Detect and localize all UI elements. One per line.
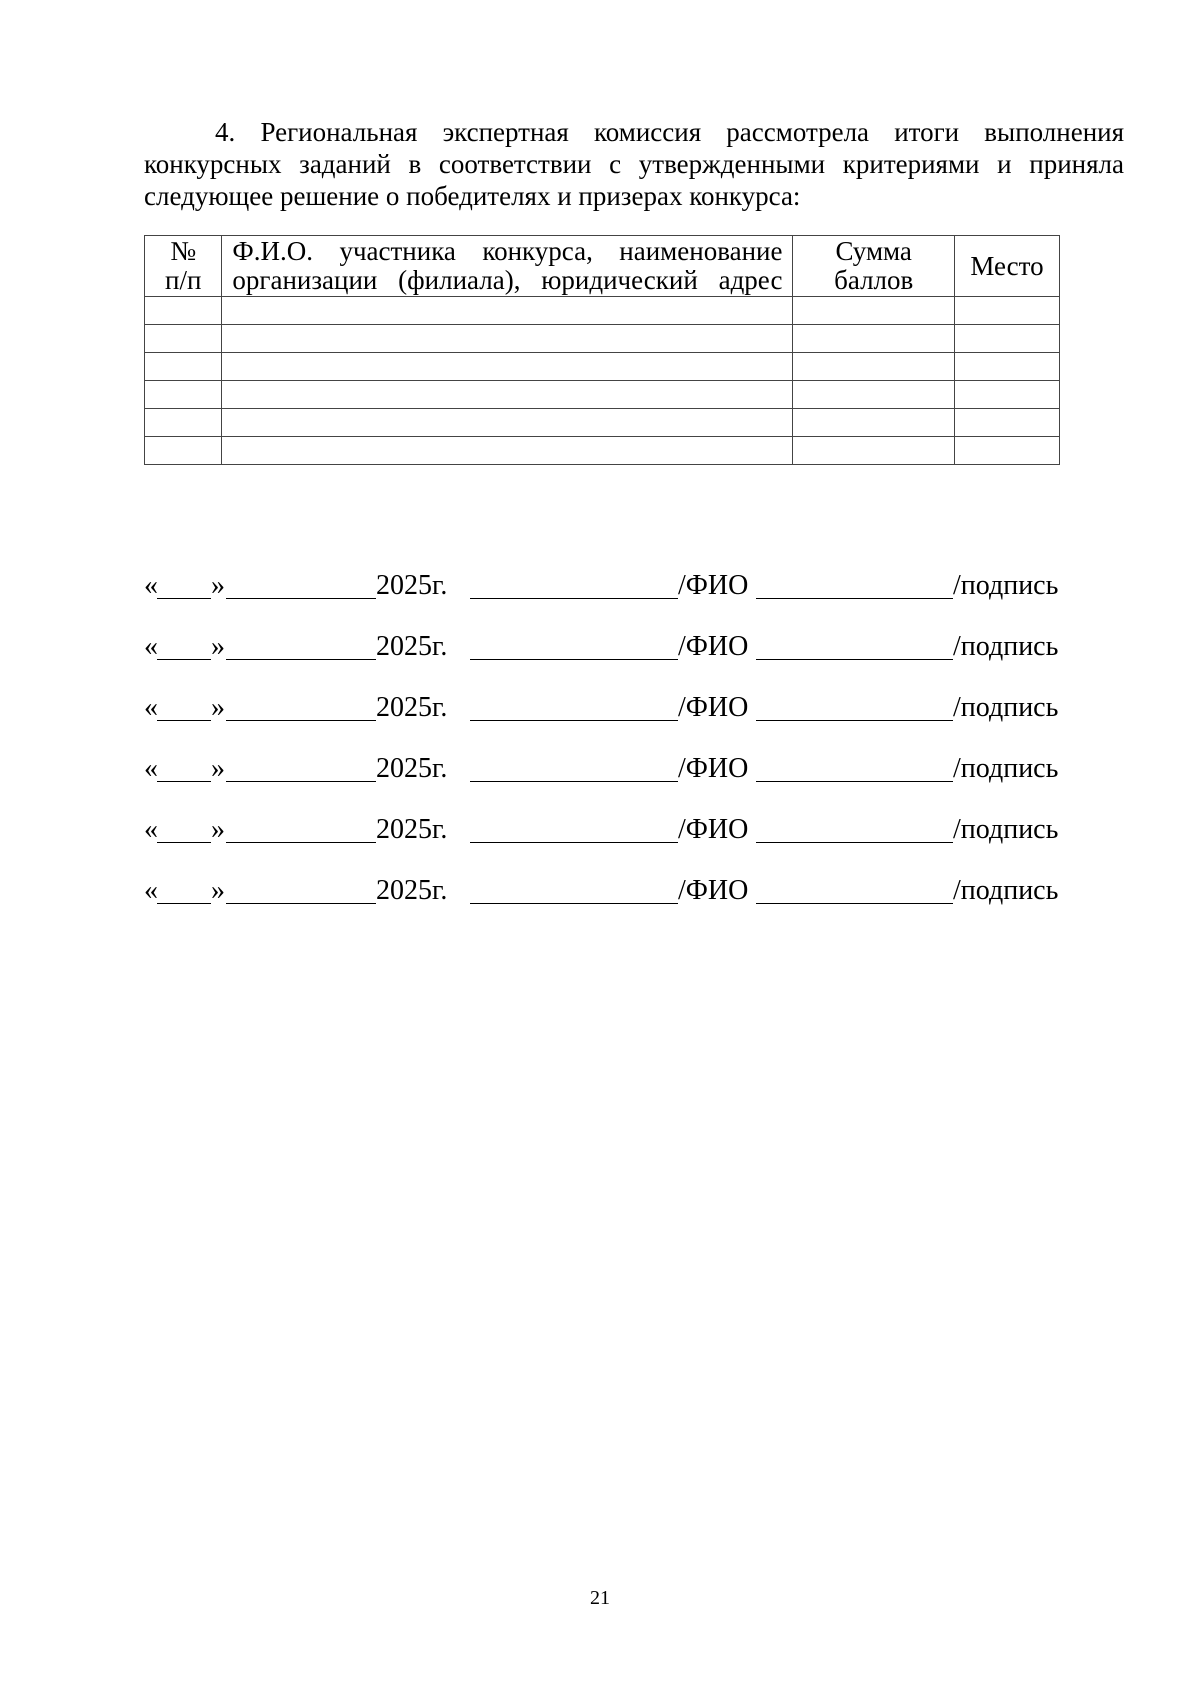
open-quote: «	[144, 875, 158, 906]
day-blank[interactable]	[157, 810, 211, 843]
signature-label: /подпись	[953, 692, 1059, 723]
year-label: 2025г.	[376, 631, 448, 662]
signature-line	[144, 688, 1060, 728]
cell-score[interactable]	[793, 353, 954, 381]
fio-blank[interactable]	[756, 627, 953, 660]
paragraph-number: 4.	[215, 117, 236, 147]
cell-score[interactable]	[793, 437, 954, 465]
header-number-line1: №	[170, 236, 197, 266]
intro-paragraph	[144, 116, 1124, 212]
signature-line	[144, 810, 1060, 850]
month-blank[interactable]	[226, 688, 376, 721]
fio-blank[interactable]	[756, 566, 953, 599]
cell-number[interactable]	[145, 409, 222, 437]
cell-place[interactable]	[954, 409, 1059, 437]
year-label: 2025г.	[376, 692, 448, 723]
close-quote: »	[211, 631, 225, 662]
fio-blank[interactable]	[756, 688, 953, 721]
table-row	[145, 325, 1060, 353]
position-blank[interactable]	[470, 810, 678, 843]
fio-label: /ФИО	[678, 631, 749, 662]
signature-label: /подпись	[953, 814, 1059, 845]
close-quote: »	[211, 875, 225, 906]
month-blank[interactable]	[226, 627, 376, 660]
cell-participant[interactable]	[222, 325, 793, 353]
position-blank[interactable]	[470, 749, 678, 782]
open-quote: «	[144, 753, 158, 784]
table-row	[145, 437, 1060, 465]
signature-line	[144, 627, 1060, 667]
header-sum-line1: Сумма	[835, 236, 912, 266]
open-quote: «	[144, 570, 158, 601]
header-participant: Ф.И.О. участника конкурса, наименование организации (филиала), юридический адрес	[222, 236, 793, 297]
cell-number[interactable]	[145, 325, 222, 353]
cell-number[interactable]	[145, 381, 222, 409]
year-label: 2025г.	[376, 875, 448, 906]
position-blank[interactable]	[470, 627, 678, 660]
open-quote: «	[144, 814, 158, 845]
fio-label: /ФИО	[678, 692, 749, 723]
cell-number[interactable]	[145, 437, 222, 465]
fio-blank[interactable]	[756, 871, 953, 904]
table-row	[145, 297, 1060, 325]
day-blank[interactable]	[157, 749, 211, 782]
day-blank[interactable]	[157, 688, 211, 721]
close-quote: »	[211, 570, 225, 601]
day-blank[interactable]	[157, 627, 211, 660]
cell-participant[interactable]	[222, 353, 793, 381]
year-label: 2025г.	[376, 570, 448, 601]
header-number	[145, 236, 222, 297]
cell-participant[interactable]	[222, 381, 793, 409]
header-number-line2: п/п	[165, 265, 202, 295]
page-number: 21	[590, 1587, 610, 1609]
signature-line	[144, 871, 1060, 911]
cell-place[interactable]	[954, 325, 1059, 353]
month-blank[interactable]	[226, 749, 376, 782]
fio-label: /ФИО	[678, 875, 749, 906]
cell-place[interactable]	[954, 297, 1059, 325]
signature-line	[144, 749, 1060, 789]
fio-blank[interactable]	[756, 810, 953, 843]
month-blank[interactable]	[226, 810, 376, 843]
open-quote: «	[144, 631, 158, 662]
month-blank[interactable]	[226, 566, 376, 599]
cell-participant[interactable]	[222, 409, 793, 437]
header-score-sum	[793, 236, 954, 297]
fio-label: /ФИО	[678, 814, 749, 845]
day-blank[interactable]	[157, 871, 211, 904]
cell-number[interactable]	[145, 297, 222, 325]
cell-score[interactable]	[793, 297, 954, 325]
cell-place[interactable]	[954, 381, 1059, 409]
signature-label: /подпись	[953, 875, 1059, 906]
results-table	[144, 235, 1060, 465]
fio-label: /ФИО	[678, 753, 749, 784]
cell-participant[interactable]	[222, 297, 793, 325]
close-quote: »	[211, 814, 225, 845]
position-blank[interactable]	[470, 688, 678, 721]
fio-blank[interactable]	[756, 749, 953, 782]
day-blank[interactable]	[157, 566, 211, 599]
paragraph-text: Региональная экспертная комиссия рассмотрела итоги выполнения конкурсных заданий в соответствии с утвержденными критериями и приняла следующее решение о победителях и призерах конкурса:	[144, 117, 1125, 211]
table-row	[145, 381, 1060, 409]
cell-place[interactable]	[954, 437, 1059, 465]
table-row	[145, 409, 1060, 437]
cell-score[interactable]	[793, 381, 954, 409]
signature-label: /подпись	[953, 753, 1059, 784]
fio-label: /ФИО	[678, 570, 749, 601]
month-blank[interactable]	[226, 871, 376, 904]
cell-place[interactable]	[954, 353, 1059, 381]
signature-label: /подпись	[953, 570, 1059, 601]
header-sum-line2: баллов	[834, 265, 914, 295]
close-quote: »	[211, 692, 225, 723]
cell-score[interactable]	[793, 409, 954, 437]
signature-label: /подпись	[953, 631, 1059, 662]
cell-number[interactable]	[145, 353, 222, 381]
open-quote: «	[144, 692, 158, 723]
cell-score[interactable]	[793, 325, 954, 353]
header-place: Место	[954, 236, 1059, 297]
cell-participant[interactable]	[222, 437, 793, 465]
signature-line	[144, 566, 1060, 606]
year-label: 2025г.	[376, 753, 448, 784]
year-label: 2025г.	[376, 814, 448, 845]
position-blank[interactable]	[470, 566, 678, 599]
close-quote: »	[211, 753, 225, 784]
position-blank[interactable]	[470, 871, 678, 904]
table-row	[145, 353, 1060, 381]
table-header-row	[145, 236, 1060, 297]
